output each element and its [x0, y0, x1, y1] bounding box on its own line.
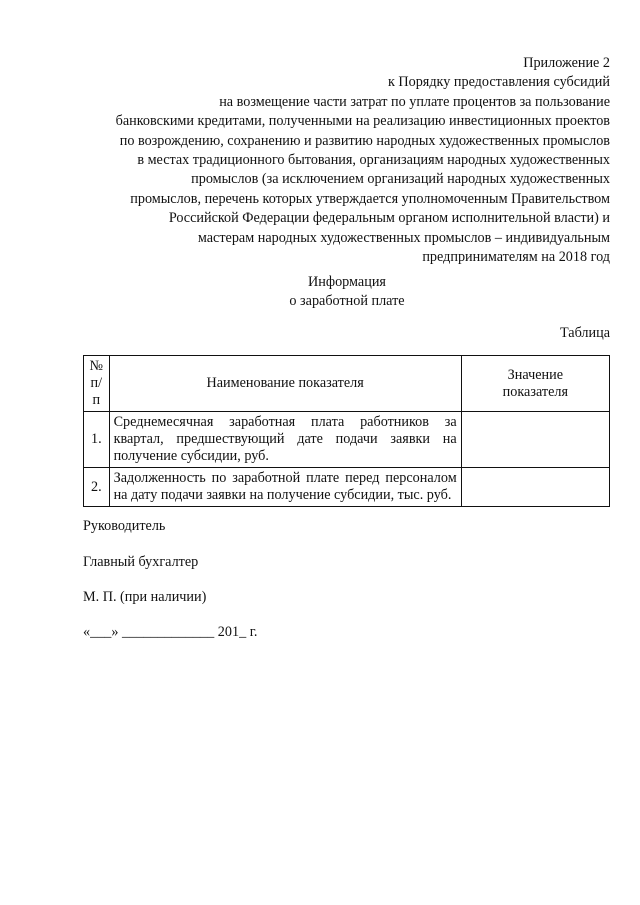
- row-number: 2.: [84, 468, 110, 507]
- header-number-line-1: №: [89, 358, 104, 374]
- appendix-line: на возмещение части затрат по уплате процентов за пользование: [219, 93, 610, 110]
- header-number: [84, 356, 110, 412]
- appendix-line: Российской Федерации федеральным органом исполнительной власти) и: [168, 210, 610, 227]
- appendix-line: Приложение 2: [523, 55, 610, 71]
- table-row: [84, 412, 610, 468]
- appendix-line: в местах традиционного бытования, организациям народных художественных: [137, 152, 610, 169]
- appendix-line: промыслов (за исключением организаций народных художественных: [191, 171, 610, 188]
- title-line-1: Информация: [308, 274, 386, 290]
- stamp-place: М. П. (при наличии): [83, 589, 207, 605]
- signature-accountant: Главный бухгалтер: [83, 554, 199, 570]
- appendix-line: предпринимателям на 2018 год: [422, 249, 610, 266]
- row-value-cell: [461, 412, 609, 468]
- row-indicator-name: Среднемесячная заработная плата работников за квартал, предшествующий дате подачи заявки на получение субсидии, руб.: [109, 412, 461, 468]
- header-value-line-2: показателя: [502, 383, 568, 400]
- document-title: [0, 273, 640, 311]
- appendix-line: по возрождению, сохранению и развитию народных художественных промыслов: [119, 132, 610, 149]
- header-number-line-2: п/п: [90, 375, 103, 408]
- row-indicator-name: Задолженность по заработной плате перед персоналом на дату подачи заявки на получение субсидии, тыс. руб.: [109, 468, 461, 507]
- row-number: 1.: [84, 412, 110, 468]
- row-value-cell: [461, 468, 609, 507]
- title-line-2: о заработной плате: [289, 293, 405, 309]
- table-row: [84, 468, 610, 507]
- appendix-line: банковскими кредитами, полученными на реализацию инвестиционных проектов: [115, 113, 610, 130]
- header-value-line-1: Значение: [507, 366, 563, 383]
- table-header-row: [84, 356, 610, 412]
- appendix-line: промыслов, перечень которых утверждается уполномоченным Правительством: [130, 190, 610, 207]
- appendix-header: [50, 54, 610, 267]
- table-label: Таблица: [559, 325, 610, 341]
- signature-head: Руководитель: [83, 518, 166, 534]
- salary-info-table: [83, 355, 610, 507]
- appendix-line: мастерам народных художественных промыслов – индивидуальным: [197, 229, 610, 246]
- appendix-line: к Порядку предоставления субсидий: [387, 74, 610, 91]
- signature-date: «___» _____________ 201_ г.: [83, 624, 258, 640]
- header-indicator-name: Наименование показателя: [109, 356, 461, 412]
- header-indicator-value: [461, 356, 609, 412]
